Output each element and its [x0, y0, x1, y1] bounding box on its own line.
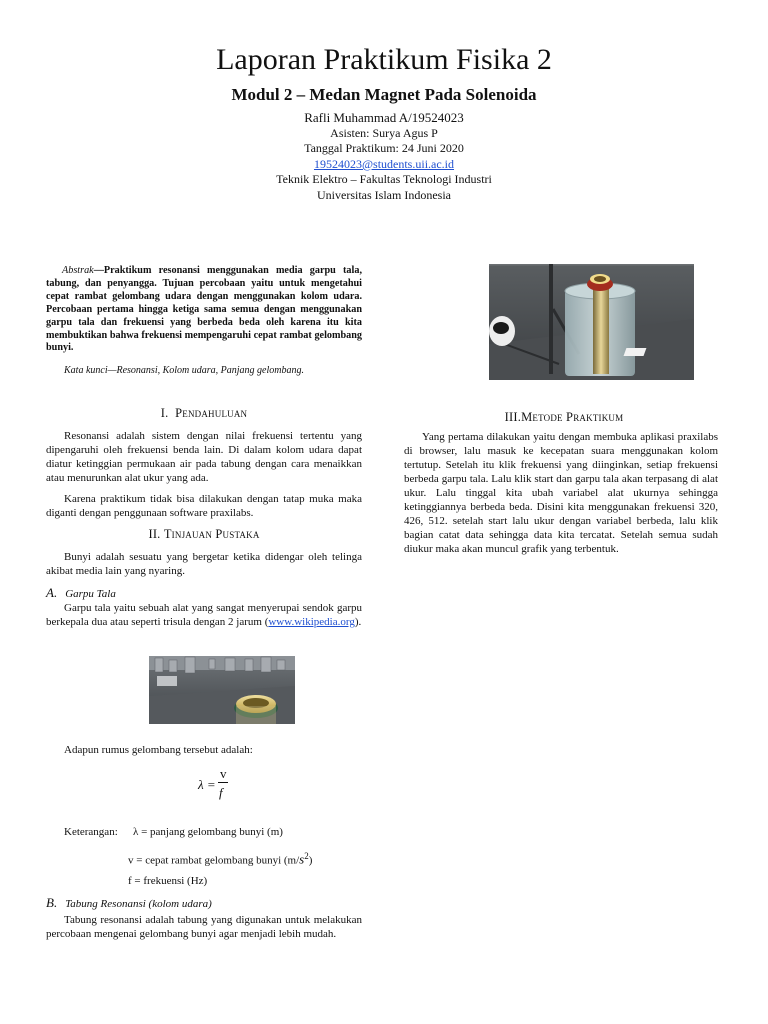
method-paragraph: Yang pertama dilakukan yaitu dengan membuka aplikasi praxilabs di browser, lalu masuk ke kecepatan suara menggunakan kolom tertutup. Setelah itu klik frekuensi yang diinginkan, setiap frekuensi berbeda garpu tala. Lalu klik start dan garpu tala akan terpasang di alat ukur. Lalu tinggal kita ubah variabel alat ukurnya sehingga ketinggiannya berbeda beda. Disini kita menggunakan frekuensi 320, 426, 512. setelah start lalu ukur dengan variabel berbeda, lalu klik bagian catat data sehingga data kita tercatat. Setelah semua sudah diukur maka akan muncul grafik yang terbentuk.: [404, 431, 718, 555]
practicum-date: Tanggal Praktikum: 24 Juni 2020: [304, 141, 464, 156]
abstract-label: Abstrak: [62, 265, 94, 276]
legend-velocity: v = cepat rambat gelombang bunyi $(m/s^2)$: [128, 851, 313, 867]
formula-lhs: λ =: [198, 777, 216, 792]
tuning-fork-paragraph: Garpu tala yaitu sebuah alat yang sangat menyerupai sendok garpu berkepala dua atau seperti trisula dengan 2 jarum (www.wikipedia.org).: [46, 602, 362, 628]
section-heading-method: III.Metode Praktikum: [504, 410, 624, 424]
department: Teknik Elektro – Fakultas Teknologi Industri: [276, 172, 492, 187]
resonance-tube-paragraph: Tabung resonansi adalah tabung yang digunakan untuk melakukan percobaan mengenai gelombang bunyi agar menjadi lebih mudah.: [46, 914, 362, 940]
resonance-tube-simulation-image: [489, 264, 694, 380]
formula-denominator: f: [219, 785, 223, 800]
section-title: Metode Praktikum: [521, 410, 624, 424]
legend-label: Keterangan:: [64, 826, 118, 838]
paper-title: Laporan Praktikum Fisika 2: [216, 43, 552, 76]
wikipedia-link[interactable]: www.wikipedia.org: [268, 616, 355, 628]
formula-intro: Adapun rumus gelombang tersebut adalah:: [64, 744, 253, 756]
section-heading-introduction: I. Pendahuluan: [160, 406, 248, 420]
university: Universitas Islam Indonesia: [317, 187, 451, 202]
section-title: Pendahuluan: [175, 406, 248, 420]
section-title: Tinjauan Pustaka: [163, 527, 260, 541]
section-heading-literature: II. Tinjauan Pustaka: [148, 527, 260, 541]
wavelength-formula: [198, 768, 238, 804]
assistant-name: Asisten: Surya Agus P: [330, 125, 438, 140]
intro-paragraph-2: Karena praktikum tidak bisa dilakukan dengan tatap muka maka diganti dengan penggunaan software praxilabs.: [46, 493, 362, 519]
literature-paragraph-1: Bunyi adalah sesuatu yang bergetar ketika didengar oleh telinga akibat media lain yang nyaring.: [46, 551, 362, 577]
fraction-bar: [218, 782, 228, 783]
intro-paragraph-1: Resonansi adalah sistem dengan nilai frekuensi tertentu yang dipengaruhi oleh frekuensi benda lain. Di dalam kolom udara dapat diatur ketinggian permukaan air pada tabung dengan cara menaikkan atau menurunkan alat ukur yang ada.: [46, 430, 362, 484]
subsection-heading-b: B. Tabung Resonansi (kolom udara): [46, 895, 212, 910]
author-block: [0, 110, 768, 204]
legend-lambda: λ = panjang gelombang bunyi (m): [133, 826, 283, 838]
subsection-heading-a: A. Garpu Tala: [46, 585, 116, 600]
formula-numerator: v: [220, 766, 227, 781]
legend-frequency: f = frekuensi (Hz): [128, 875, 208, 887]
keywords: Kata kunci—Resonansi, Kolom udara, Panjang gelombang.: [64, 365, 304, 376]
author-name: Rafli Muhammad A/19524023: [304, 110, 464, 125]
abstract: [46, 265, 362, 355]
paper-subtitle: Modul 2 – Medan Magnet Pada Solenoida: [231, 85, 537, 104]
abstract-text: —Praktikum resonansi menggunakan media garpu tala, tabung, dan penyangga. Tujuan percobaan yaitu untuk mengetahui cepat rambat gelombang udara dengan menggunakan kolom udara. Percobaan pertama hingga ketiga sama semua dengan menggunakan garpu tala dan frekuensi yang berbeda beda oleh karena itu kita membuktikan bahwa frekuensi mempengaruhi cepat rambat gelombang bunyi.: [46, 265, 362, 354]
author-email-link[interactable]: 19524023@students.uii.ac.id: [313, 156, 455, 171]
tuning-fork-simulation-image: [149, 656, 295, 724]
